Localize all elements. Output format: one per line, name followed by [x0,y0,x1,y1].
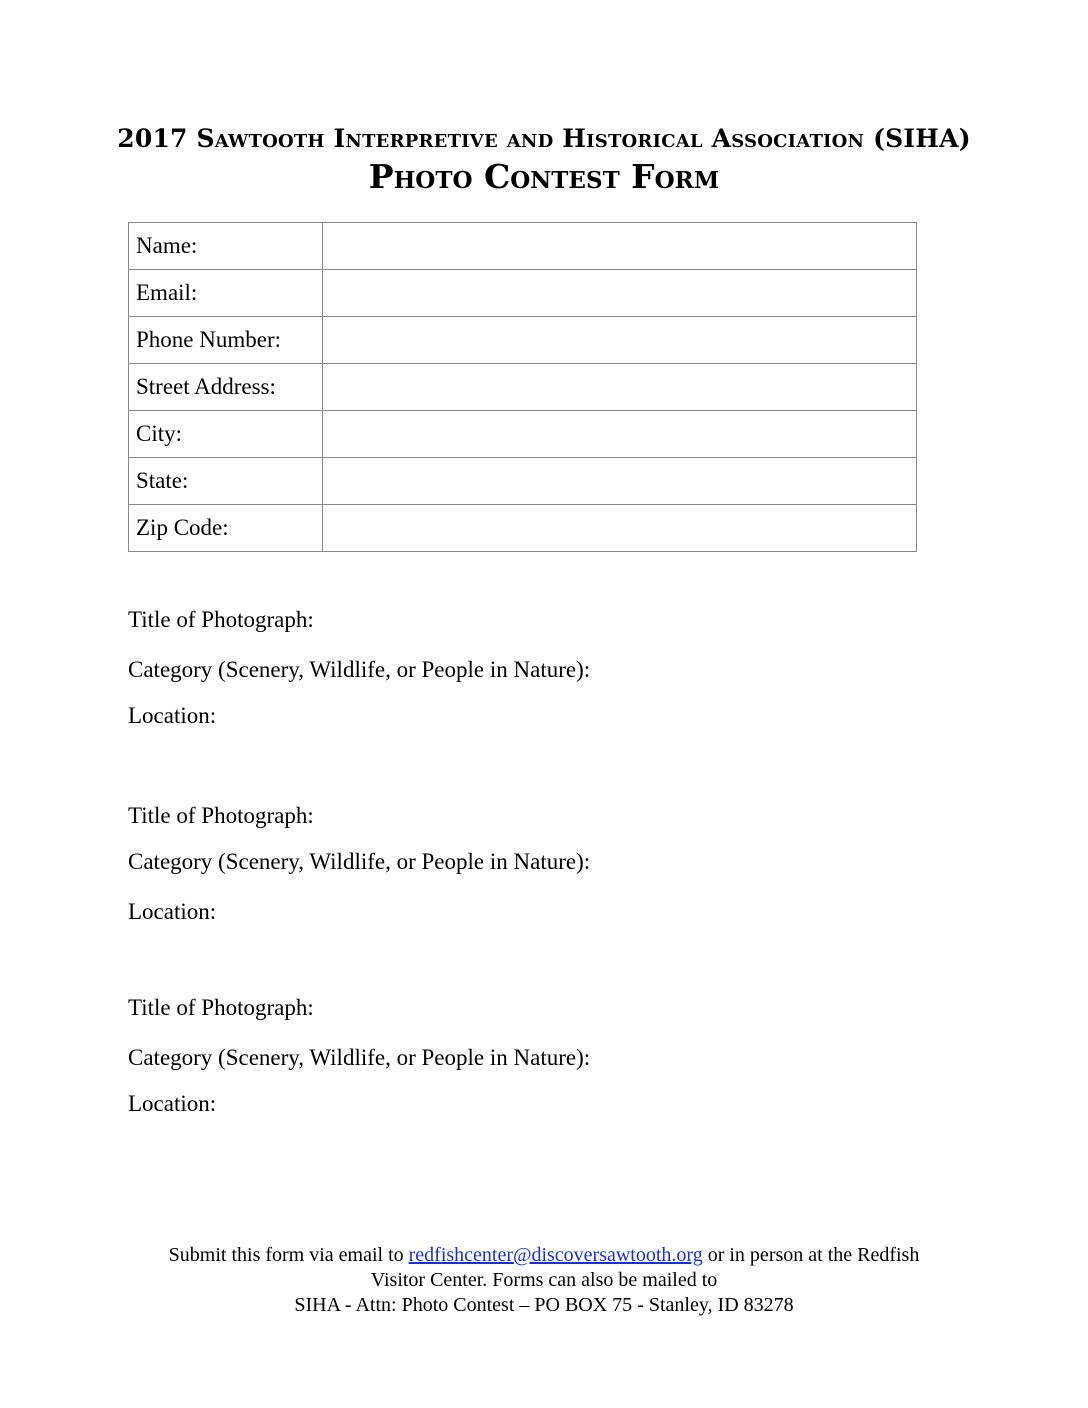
photo-2-category-label: Category (Scenery, Wildlife, or People in Nature): [128,849,591,874]
email-field[interactable] [323,270,917,317]
table-row [129,364,917,411]
zip-code-label: Zip Code: [129,505,323,552]
photo-1-category-label: Category (Scenery, Wildlife, or People in Nature): [128,657,591,682]
page-title-line1: 2017 Sawtooth Interpretive and Historical Association (SIHA) [117,124,971,153]
street-address-label: Street Address: [129,364,323,411]
name-label: Name: [129,223,323,270]
submission-instructions [0,1243,1088,1318]
email-link[interactable]: redfishcenter@discoversawtooth.org [408,1244,703,1266]
contact-info-table [128,222,917,552]
table-row [129,270,917,317]
phone-number-field[interactable] [323,317,917,364]
phone-number-label: Phone Number: [129,317,323,364]
photo-2-location-label: Location: [128,899,217,924]
city-field[interactable] [323,411,917,458]
email-label: Email: [129,270,323,317]
photo-2-title-label: Title of Photograph: [128,803,314,828]
photo-3-title-label: Title of Photograph: [128,995,314,1020]
page-title: Photo Contest Form [368,157,720,196]
table-row [129,317,917,364]
photo-3-location-label: Location: [128,1091,217,1116]
photo-1-location-label: Location: [128,703,217,728]
footer-line-2: Visitor Center. Forms can also be mailed to [370,1269,718,1291]
photo-1-title-label: Title of Photograph: [128,607,314,632]
name-field[interactable] [323,223,917,270]
footer-text-before-link: Submit this form via email to [168,1244,409,1266]
table-row [129,505,917,552]
photo-3-category-label: Category (Scenery, Wildlife, or People in Nature): [128,1045,591,1070]
table-row [129,411,917,458]
zip-code-field[interactable] [323,505,917,552]
city-label: City: [129,411,323,458]
state-label: State: [129,458,323,505]
footer-line-1 [0,1243,1088,1268]
mailing-address: SIHA - Attn: Photo Contest – PO BOX 75 - Stanley, ID 83278 [294,1294,794,1316]
street-address-field[interactable] [323,364,917,411]
state-field[interactable] [323,458,917,505]
table-row [129,223,917,270]
table-row [129,458,917,505]
footer-text-after-link: or in person at the Redfish [702,1244,920,1266]
